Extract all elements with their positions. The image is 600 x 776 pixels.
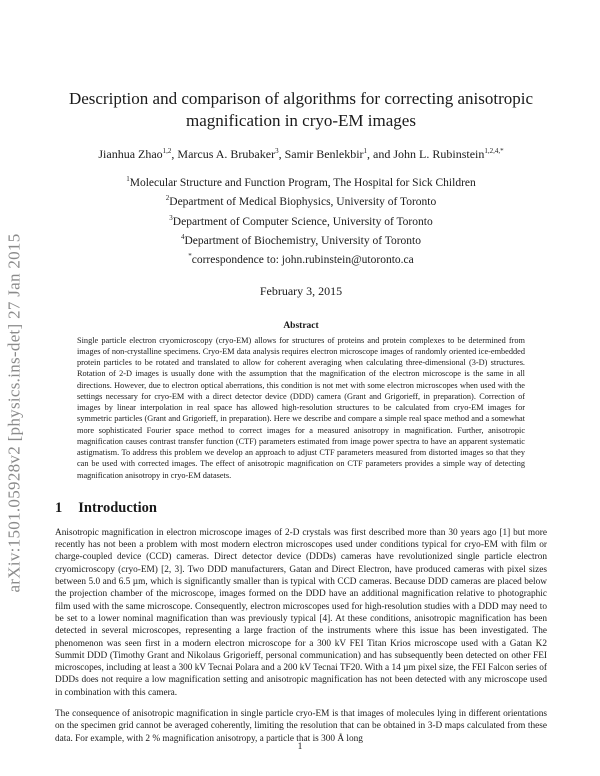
correspondence: *correspondence to: john.rubinstein@utoronto.ca xyxy=(188,252,414,267)
author-list: Jianhua Zhao$^{1,2}$, Marcus A. Brubaker$^3$, Samir Benlekbir$^1$, and John L. Rubinstein$^{1,2,4,*}$ xyxy=(98,147,504,161)
affiliation: $^3$Department of Computer Science, University of Toronto xyxy=(169,213,433,228)
paper-date: February 3, 2015 xyxy=(259,283,343,298)
author: John L. Rubinstein$^{1,2,4,*}$ xyxy=(393,147,504,161)
introduction-body xyxy=(55,527,547,745)
author: Marcus A. Brubaker$^3$ xyxy=(177,147,279,161)
title-line-1: Description and comparison of algorithms for correcting anisotropic xyxy=(68,89,534,108)
arxiv-stamp xyxy=(6,208,24,618)
affiliation: $^2$Department of Medical Biophysics, University of Toronto xyxy=(165,194,437,209)
abstract-heading: Abstract xyxy=(283,320,319,331)
title-line-2: magnification in cryo-EM images xyxy=(186,111,416,130)
section-title: Introduction xyxy=(78,499,157,516)
affiliation: $^1$Molecular Structure and Function Program, The Hospital for Sick Children xyxy=(126,175,476,189)
section-heading xyxy=(55,500,547,517)
page-number: 1 xyxy=(297,742,303,752)
author: Jianhua Zhao$^{1,2}$ xyxy=(98,147,172,161)
affiliation-list xyxy=(55,172,547,269)
paper-page xyxy=(55,88,547,745)
section-number: 1 xyxy=(55,499,63,516)
paragraph: The consequence of anisotropic magnification in single particle cryo-EM is that images of molecules lying in different orientations on the specimen grid cannot be averaged coherently, limiting the resolution that can be obtained in 3-D maps calculated from these data. For example, with 2 % magnification anisotropy, a particle that is 300 Å long xyxy=(55,709,547,744)
abstract-text: Single particle electron cryomicroscopy (cryo-EM) allows for structures of proteins and protein complexes to be determined from images of non-crystalline specimens. Cryo-EM data analysis requires electron microscope images of randomly oriented ice-embedded protein particles to be rotated and translated to allow for coherent averaging when calculating three-dimensional (3-D) structures. Rotation of 2-D images is usually done with the assumption that the magnification of the electron microscope is the same in all directions. However, due to electron optical aberrations, this condition is not met with some electron microscopes when used with the settings necessary for cryo-EM with a direct detector device (DDD) camera (Grant and Grigorieff, in preparation). Correction of images by linear interpolation in real space has allowed high-resolution structures to be calculated from cryo-EM images for symmetric particles (Grant and Grigorieff, in preparation). Here we describe and compare a simple real space method and a somewhat more sophisticated Fourier space method to correct images for a measured anisotropy in magnification. Further, anisotropic magnification causes contrast transfer function (CTF) parameters estimated from image power spectra to have an apparent systematic astigmatism. To address this problem we develop an approach to adjust CTF parameters measured from distorted images so that they can be used with corrected images. The effect of anisotropic magnification on CTF parameters provides a simple way of detecting magnification anisotropy in cryo-EM datasets. xyxy=(77,335,525,480)
author: Samir Benlekbir$^1$ xyxy=(284,147,368,161)
paragraph: Anisotropic magnification in electron microscope images of 2-D crystals was first described more than 30 years ago [1] but more recently has not been a problem with most modern electron microscopes used under conditions typical for cryo-EM with film or charge-coupled device (CCD) cameras. Direct detector device (DDDs) cameras have revolutionized single particle electron cryomicroscopy (cryo-EM) [2, 3]. Two DDD manufacturers, Gatan and Direct Electron, have produced cameras with pixel sizes between 5.0 and 6.5 µm, which is significantly smaller than is typical with CCD cameras. Because DDD cameras are placed below the projection chamber of the microscope, images formed on the DDD have an additional magnification relative to photographic film used with the same microscope. Consequently, electron microscopes used for high-resolution studies with a DDD may need to be set to a lower nominal magnification than was previously typical [4]. At these conditions, anisotropic magnification has been detected in several microscopes, representing a large fraction of the instruments where this issue has been investigated. The phenomenon was seen first in a modern electron microscope for a 300 kV FEI Titan Krios microscope used with a Gatan K2 Summit DDD (Timothy Grant and Nikolaus Grigorieff, personal communication) and has subsequently been detected on other FEI microscopes, including at least a 300 kV Tecnai Polara and a 200 kV Tecnai TF20. With a 14 µm pixel size, the FEI Falcon series of DDDs does not require a low magnification setting and anisotropic magnification has not been detected with any microscope used in combination with this camera. xyxy=(55,527,547,698)
arxiv-stamp-text: arXiv:1501.05928v2 [physics.ins-det] 27 Jan 2015 xyxy=(5,233,24,593)
paper-title xyxy=(55,88,547,132)
affiliation: $^4$Department of Biochemistry, University of Toronto xyxy=(181,232,421,247)
